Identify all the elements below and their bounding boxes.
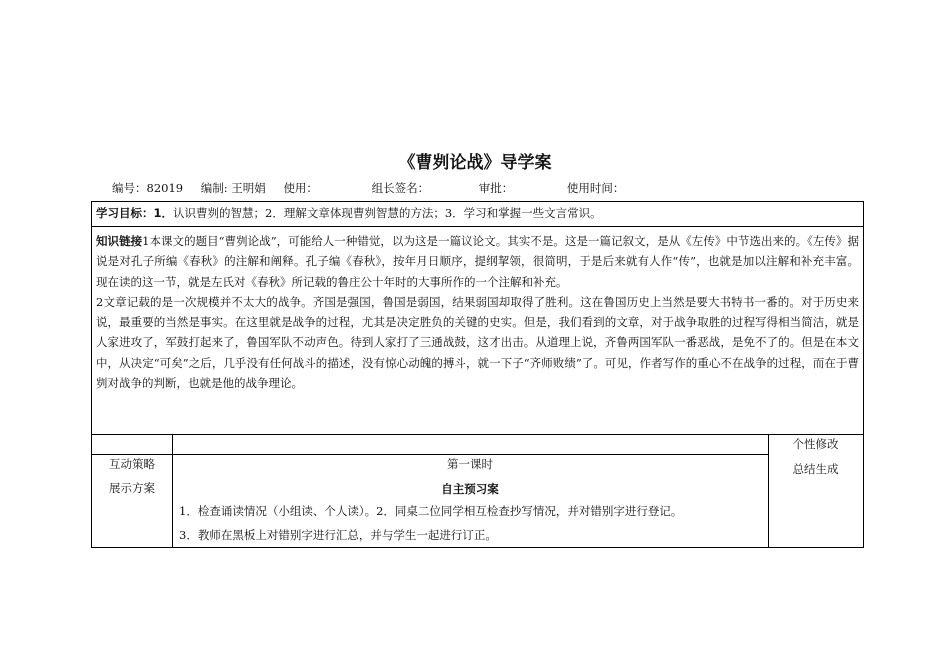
revision-label-1: 个性修改 — [792, 437, 839, 451]
task-item-2: 3．教师在黑板上对错别字进行汇总，并与学生一起进行订正。 — [179, 528, 497, 542]
knowledge-text-1: 1本课文的题目“曹刿论战”，可能给人一种错觉，以为这是一篇议论文。其实不是。这是一篇记叙文，是从《左传》中节选出来的。《左传》据说是对孔子所编《春秋》的注解和阐释。孔子编《春秋》，按年月日顺序，提纲挈领，很简明，于是后来就有人作“传”，也就是加以注解和补充丰富。现在读的这一节，就是左氏对《春秋》所记载的鲁庄公十年时的大事所作的一个注解和补充。 — [96, 234, 860, 289]
knowledge-paragraph-1 — [96, 231, 859, 292]
document-title: 《曹刿论战》导学案 — [398, 153, 552, 173]
knowledge-paragraph-2: 2文章记载的是一次规模并不太大的战争。齐国是强国，鲁国是弱国，结果弱国却取得了胜利。这在鲁国历史上当然是要大书特书一番的。对于历史来说，最重要的当然是事实。在这里就是战争的过程，尤其是决定胜负的关键的史实。但是，我们看到的文章，对于战争取胜的过程写得相当简洁，就是人家进攻了，军鼓打起来了，鲁国军队不动声色。待到人家打了三通战鼓，这才出击。从道理上说，齐鲁两国军队一番恶战，是免不了的。但是在本文中，从决定“可矣”之后，几乎没有任何战斗的描述，没有惊心动魄的搏斗，就一下子“齐师败绩”了。可见，作者写作的重心不在战争的过程，而在于曹刿对战争的判断，也就是他的战争理论。 — [96, 294, 859, 391]
task-item-1: 1．检查诵读情况（小组读、个人读）。2．同桌二位同学相互检查抄写情况，并对错别字进行登记。 — [179, 504, 683, 518]
strategy-label-1: 互动策略 — [109, 457, 155, 471]
meta-editor: 编制: 王明娟 — [200, 181, 266, 195]
meta-line — [112, 180, 624, 196]
lesson-heading: 第一课时 — [447, 457, 493, 471]
learning-goals-label: 学习目标：1． — [96, 206, 174, 220]
meta-leader-sign: 组长签名： — [371, 181, 430, 195]
meta-use: 使用： — [283, 181, 318, 195]
knowledge-label: 知识链接 — [96, 234, 143, 248]
meta-approve: 审批： — [478, 181, 514, 195]
divider-knowledge — [92, 434, 863, 435]
revision-label-2: 总结生成 — [792, 462, 839, 476]
document-table — [91, 201, 864, 548]
learning-goals-text: 认识曹刿的智慧；2．理解文章体现曹刿智慧的方法；3．学习和掌握一些文言常识。 — [173, 206, 602, 220]
meta-code: 编号：82019 — [112, 181, 184, 195]
section-heading: 自主预习案 — [441, 482, 499, 496]
learning-goals-row — [92, 202, 863, 227]
knowledge-link-row — [92, 227, 863, 435]
divider-header-row — [92, 454, 768, 455]
strategy-label-2: 展示方案 — [109, 481, 155, 495]
meta-use-time: 使用时间： — [566, 181, 625, 195]
